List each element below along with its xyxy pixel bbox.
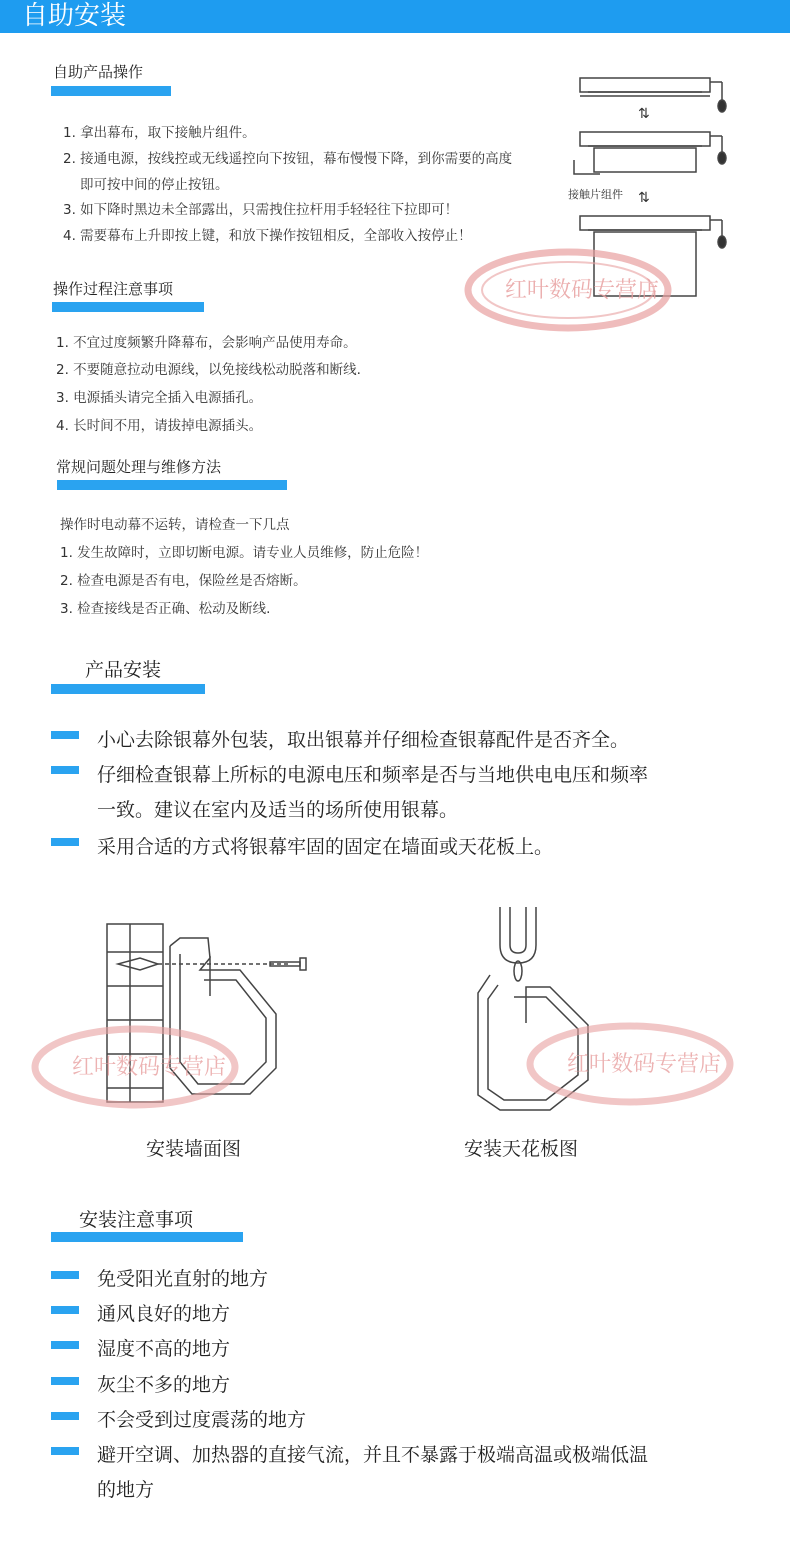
bullet-marker	[51, 1341, 79, 1349]
install-item: 一致。建议在室内及适当的场所使用银幕。	[97, 799, 459, 821]
notes-item: 灰尘不多的地方	[97, 1374, 231, 1396]
process-title: 操作过程注意事项	[53, 280, 174, 298]
install-item: 仔细检查银幕上所标的电源电压和频率是否与当地供电电压和频率	[97, 764, 649, 786]
notes-item: 不会受到过度震荡的地方	[97, 1409, 307, 1431]
troubleshoot-item: 1. 发生故障时，立即切断电源。请专业人员维修，防止危险！	[60, 545, 429, 561]
install-item: 小心去除银幕外包装，取出银幕并仔细检查银幕配件是否齐全。	[97, 729, 630, 751]
remote-control-3	[718, 236, 726, 248]
operation-item: 1. 拿出幕布，取下接触片组件。	[63, 125, 256, 141]
install-title: 产品安装	[85, 659, 162, 681]
bullet-marker	[51, 1306, 79, 1314]
screen-housing-3	[580, 216, 710, 230]
notes-item: 避开空调、加热器的直接气流，并且不暴露于极端高温或极端低温	[97, 1444, 649, 1466]
troubleshoot-intro: 操作时电动幕不运转，请检查一下几点	[60, 517, 290, 533]
operation-title-bar	[51, 86, 171, 96]
watermark-text: 红叶数码专营店	[505, 278, 660, 303]
process-item: 2. 不要随意拉动电源线，以免接线松动脱落和断线.	[56, 362, 361, 378]
screen-housing-2	[580, 132, 710, 146]
notes-item: 通风良好的地方	[97, 1303, 231, 1325]
operation-item: 2. 接通电源，按线控或无线遥控向下按钮，幕布慢慢下降，到你需要的高度	[63, 151, 513, 167]
watermark-text: 红叶数码专营店	[72, 1055, 227, 1080]
notes-item: 湿度不高的地方	[97, 1338, 231, 1360]
remote-control-1	[718, 100, 726, 112]
process-title-bar	[52, 302, 204, 312]
bullet-marker	[51, 1271, 79, 1279]
remote-control-2	[718, 152, 726, 164]
troubleshoot-title-bar	[57, 480, 287, 490]
contact-label: 接触片组件	[568, 188, 623, 201]
bullet-marker	[51, 838, 79, 846]
wall-caption: 安装墙面图	[146, 1138, 242, 1160]
up-down-arrow-icon: ⇅	[638, 190, 650, 206]
operation-item: 4. 需要幕布上升即按上键，和放下操作按钮相反，全部收入按停止！	[63, 228, 472, 244]
bullet-marker	[51, 1377, 79, 1385]
troubleshoot-item: 2. 检查电源是否有电，保险丝是否熔断。	[60, 573, 307, 589]
bullet-marker	[51, 766, 79, 774]
bullet-marker	[51, 1447, 79, 1455]
process-item: 3. 电源插头请完全插入电源插孔。	[56, 390, 263, 406]
install-item: 采用合适的方式将银幕牢固的固定在墙面或天花板上。	[97, 836, 554, 858]
operation-item: 3. 如下降时黑边未全部露出，只需拽住拉杆用手轻轻往下拉即可！	[63, 202, 459, 218]
notes-title-bar	[51, 1232, 243, 1242]
troubleshoot-title: 常规问题处理与维修方法	[56, 458, 222, 476]
up-down-arrow-icon: ⇅	[638, 106, 650, 122]
watermark-text: 红叶数码专营店	[567, 1052, 722, 1077]
install-title-bar	[51, 684, 205, 694]
operation-item: 即可按中间的停止按钮。	[80, 177, 229, 193]
operation-title: 自助产品操作	[53, 63, 144, 81]
bullet-marker	[51, 731, 79, 739]
bullet-marker	[51, 1412, 79, 1420]
notes-item: 的地方	[97, 1479, 155, 1501]
page-header	[0, 0, 790, 33]
screen-housing-1	[580, 78, 710, 92]
notes-item: 免受阳光直射的地方	[97, 1268, 269, 1290]
process-item: 1. 不宜过度频繁升降幕布，会影响产品使用寿命。	[56, 335, 357, 351]
ceiling-hook	[500, 907, 536, 963]
process-item: 4. 长时间不用，请拔掉电源插头。	[56, 418, 263, 434]
page-title: 自助安装	[22, 1, 127, 31]
screen-fabric-2	[594, 148, 696, 172]
notes-title: 安装注意事项	[79, 1209, 194, 1231]
troubleshoot-item: 3. 检查接线是否正确、松动及断线.	[60, 601, 271, 617]
ceiling-caption: 安装天花板图	[464, 1138, 579, 1160]
wall-anchor	[118, 958, 158, 970]
